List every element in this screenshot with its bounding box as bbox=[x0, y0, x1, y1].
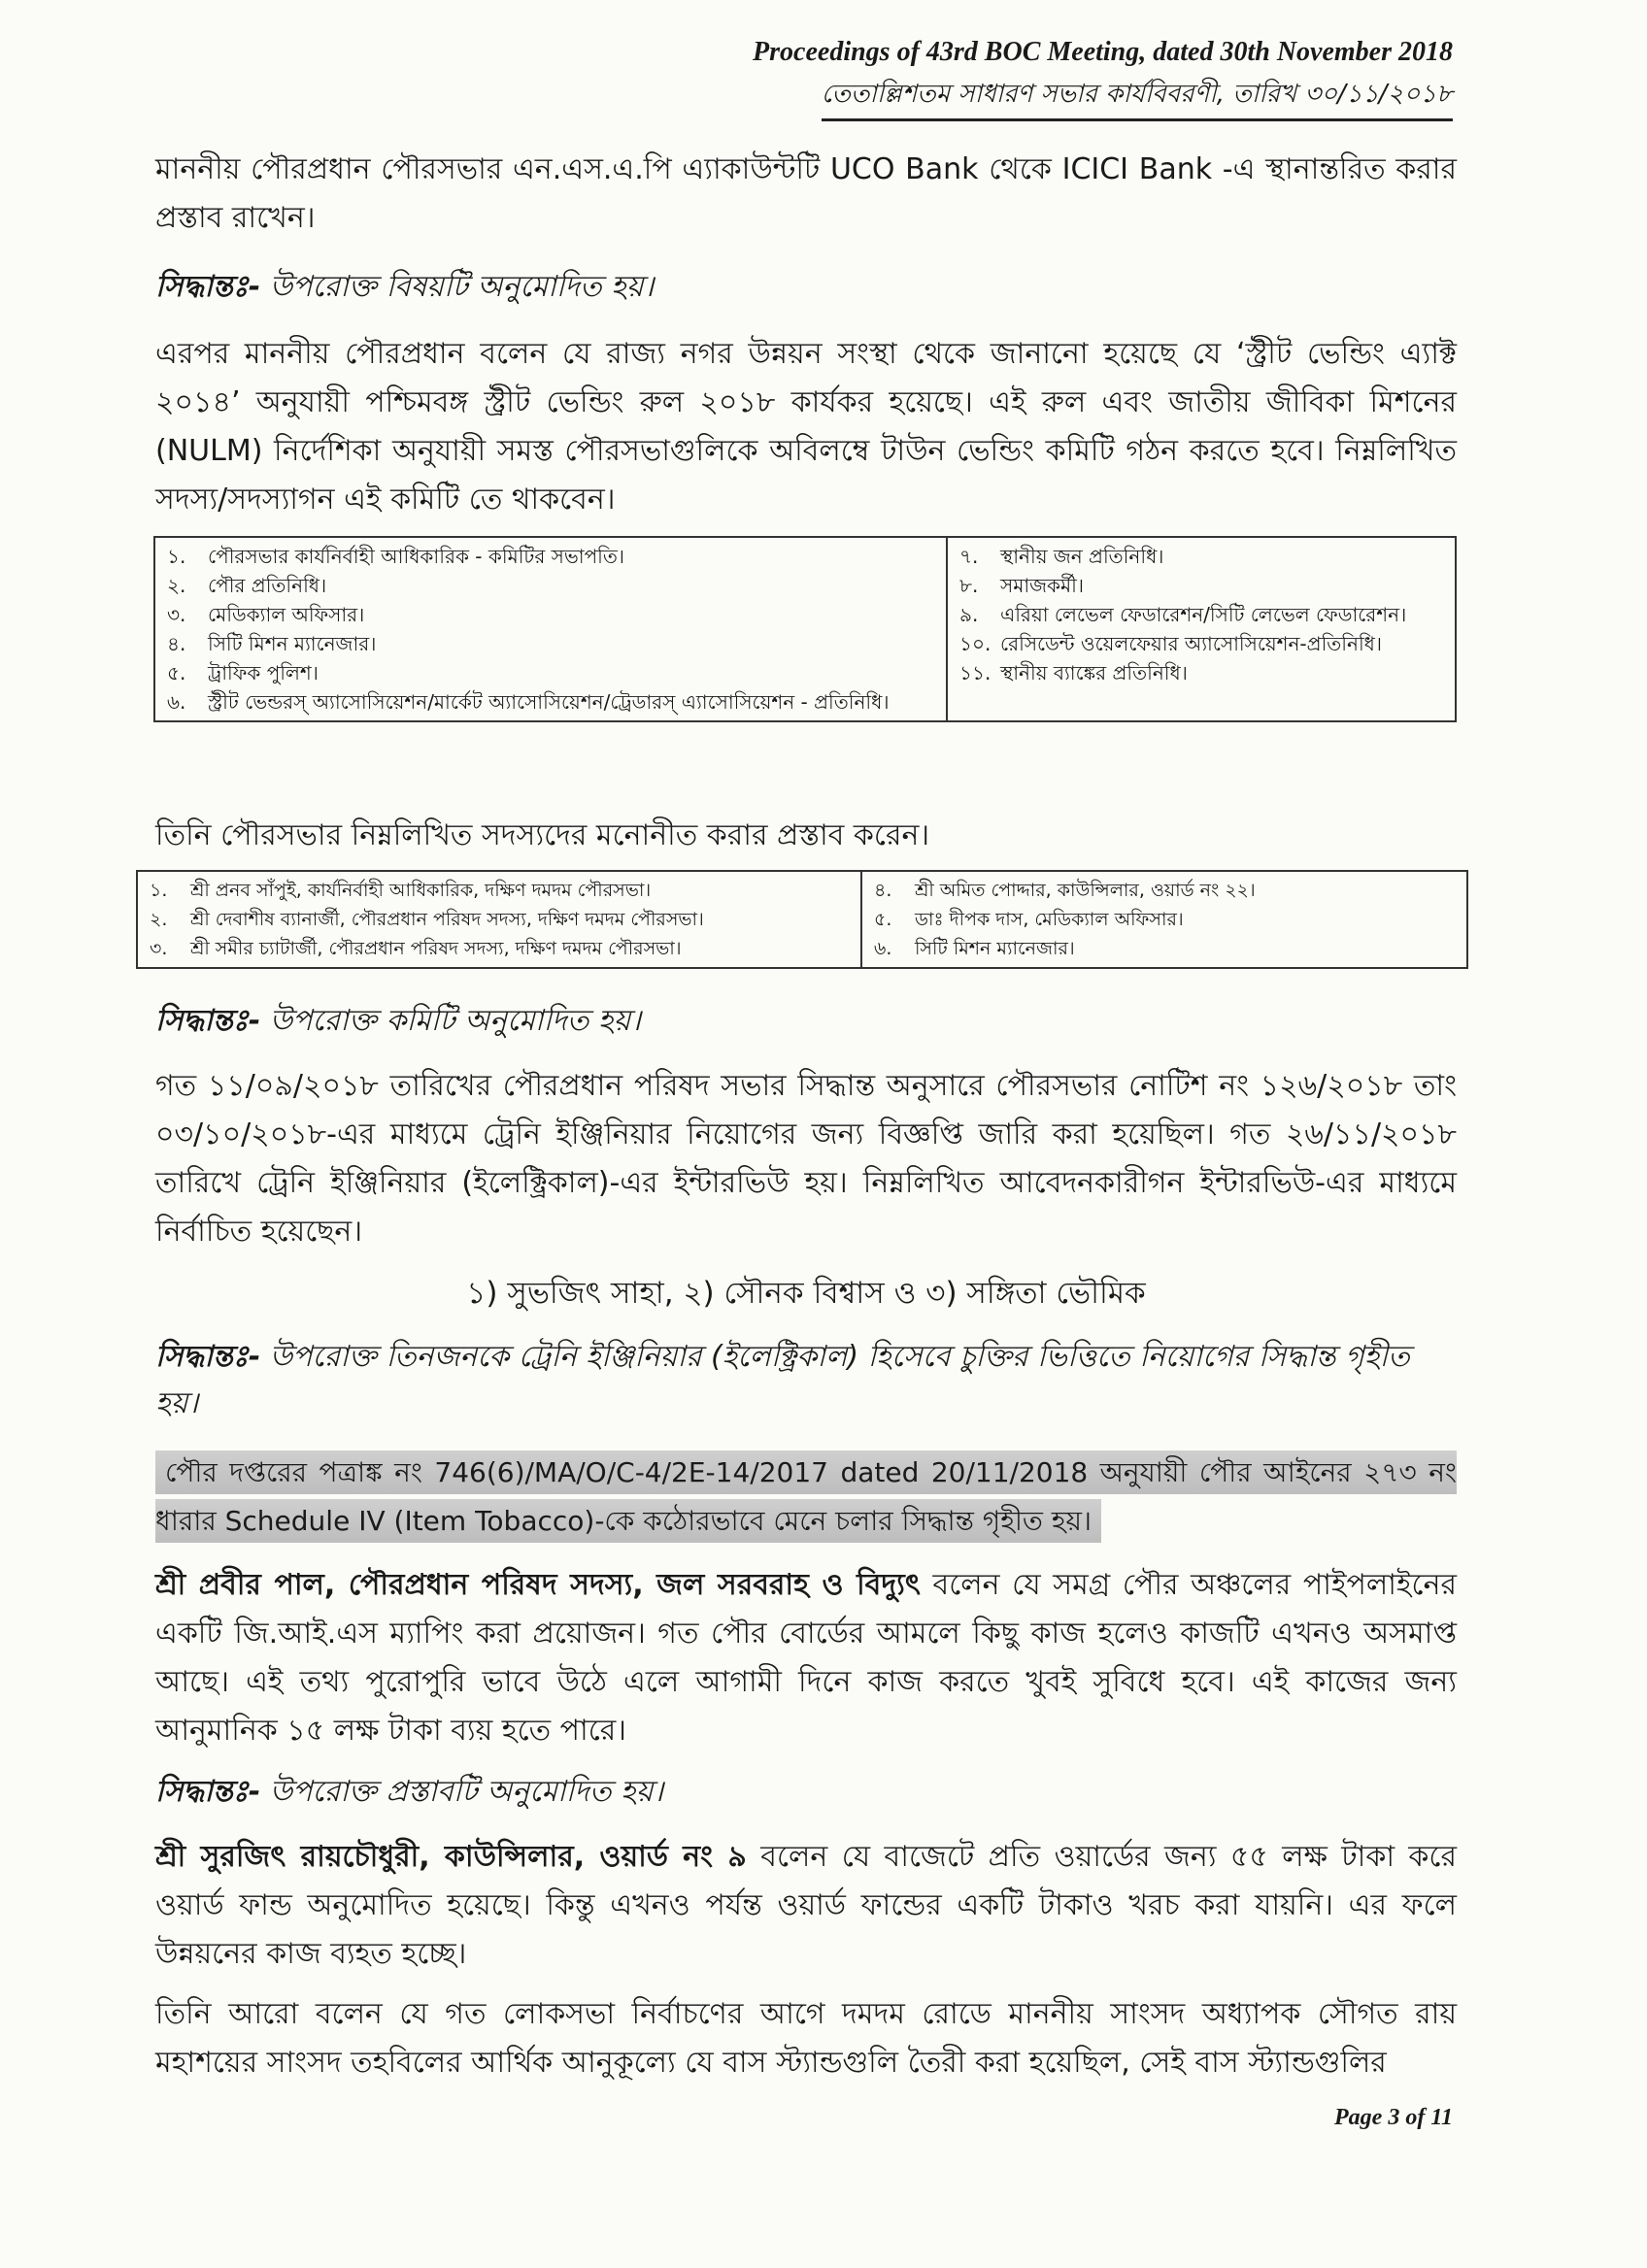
list-item: ৪. সিটি মিশন ম্যানেজার। bbox=[167, 632, 377, 655]
paragraph-gis-mapping bbox=[155, 1561, 1457, 1755]
list-item: ১. পৌরসভার কার্যনির্বাহী আধিকারিক - কমিটির সভাপতি। bbox=[167, 545, 625, 568]
paragraph-trainee-engineer: গত ১১/০৯/২০১৮ তারিখের পৌরপ্রধান পরিষদ সভার সিদ্ধান্ত অনুসারে পৌরসভার নোটিশ নং ১২৬/২০১৮ তাং ০৩/১০/২০১৮-এর মাধ্যমে ট্রেনি ইঞ্জিনিয়ার নিয়োগের জন্য বিজ্ঞপ্তি জারি করা হয়েছিল। গত ২৬/১১/২০১৮ তারিখে ট্রেনি ইঞ্জিনিয়ার (ইলেক্ট্রিকাল)-এর ইন্টারভিউ হয়। নিম্নলিখিত আবেদনকারীগন ইন্টারভিউ-এর মাধ্যমে নির্বাচিত হয়েছেন। bbox=[155, 1069, 1457, 1249]
decision-1 bbox=[155, 264, 1457, 311]
list-item: ১. শ্রী প্রনব সাঁপুই, কার্যনির্বাহী আধিকারিক, দক্ষিণ দমদম পৌরসভা। bbox=[150, 880, 652, 901]
header-english: Proceedings of 43rd BOC Meeting, dated 30th November 2018 bbox=[753, 37, 1453, 67]
paragraph-bus-stands: তিনি আরো বলেন যে গত লোকসভা নির্বাচণের আগে দমদম রোডে মাননীয় সাংসদ অধ্যাপক সৌগত রায় মহাশয়ের সাংসদ তহবিলের আর্থিক আনুকূল্যে যে বাস স্ট্যান্ডগুলি তৈরী করা হয়েছিল, সেই বাস স্ট্যান্ডগুলির bbox=[155, 1997, 1457, 2080]
nominee-right-column bbox=[861, 871, 1467, 968]
list-item: ১১. স্থানীয় ব্যাঙ্কের প্রতিনিধি। bbox=[959, 661, 1188, 684]
decision-text: উপরোক্ত প্রস্তাবটি অনুমোদিত হয়। bbox=[269, 1775, 664, 1809]
list-item: ৬. স্ট্রীট ভেন্ডরস্‌ অ্যাসোসিয়েশন/মার্কেট অ্যাসোসিয়েশন/ট্রেডারস্‌ এ্যাসোসিয়েশন - প্রতিনিধি। bbox=[167, 690, 890, 714]
header-bengali: তেতাল্লিশতম সাধারণ সভার কার্যবিবরণী, তারিখ ৩০/১১/২০১৮ bbox=[822, 74, 1453, 121]
committee-left-column bbox=[154, 537, 947, 721]
list-item: ৩. শ্রী সমীর চ্যাটার্জী, পৌরপ্রধান পরিষদ সদস্য, দক্ষিণ দমদম পৌরসভা। bbox=[150, 938, 682, 959]
decision-2 bbox=[155, 998, 1457, 1045]
list-item: ৫. ডাঃ দীপক দাস, মেডিক্যাল অফিসার। bbox=[874, 909, 1184, 930]
list-item: ১০. রেসিডেন্ট ওয়েলফেয়ার অ্যাসোসিয়েশন-প্রতিনিধি। bbox=[959, 632, 1383, 655]
paragraph-bank-transfer: মাননীয় পৌরপ্রধান পৌরসভার এন.এস.এ.পি এ্যাকাউন্টটি UCO Bank থেকে ICICI Bank -এ স্থানান্তরিত করার প্রস্তাব রাখেন। bbox=[155, 152, 1457, 235]
selected-candidates: ১) সুভজিৎ সাহা, ২) সৌনক বিশ্বাস ও ৩) সঙ্গিতা ভৌমিক bbox=[466, 1276, 1146, 1311]
paragraph-text: বলেন যে সমগ্র পৌর অঞ্চলের পাইপলাইনের একটি জি.আই.এস ম্যাপিং করা প্রয়োজন। গত পৌর বোর্ডের আমলে কিছু কাজ হলেও কাজটি এখনও অসমাপ্ত আছে। এই তথ্য পুরোপুরি ভাবে উঠে এলে আগামী দিনে কাজ করতে খুবই সুবিধে হবে। এই কাজের জন্য আনুমানিক ১৫ লক্ষ টাকা ব্যয় হতে পারে। bbox=[155, 1568, 1458, 1748]
speaker-name: শ্রী সুরজিৎ রায়চৌধুরী, কাউন্সিলার, ওয়ার্ড নং ৯ bbox=[155, 1840, 747, 1874]
list-item: ৪. শ্রী অমিত পোদ্দার, কাউন্সিলার, ওয়ার্ড নং ২২। bbox=[874, 880, 1256, 901]
list-item: ৩. মেডিক্যাল অফিসার। bbox=[167, 603, 365, 626]
decision-heading: সিদ্ধান্তঃ- bbox=[155, 1775, 261, 1809]
decision-4 bbox=[155, 1769, 1457, 1816]
paragraph-street-vending: এরপর মাননীয় পৌরপ্রধান বলেন যে রাজ্য নগর উন্নয়ন সংস্থা থেকে জানানো হয়েছে যে ‘স্ট্রীট ভেন্ডিং এ্যাক্ট ২০১৪’ অনুযায়ী পশ্চিমবঙ্গ স্ট্রীট ভেন্ডিং রুল ২০১৮ কার্যকর হয়েছে। এই রুল এবং জাতীয় জীবিকা মিশনের (NULM) নির্দেশিকা অনুযায়ী সমস্ত পৌরসভাগুলিকে অবিলম্বে টাউন ভেন্ডিং কমিটি গঠন করতে হবে। নিম্নলিখিত সদস্য/সদস্যাগন এই কমিটি তে থাকবেন। bbox=[155, 337, 1457, 517]
list-item: ৮. সমাজকর্মী। bbox=[959, 574, 1084, 597]
paragraph-text: বলেন যে বাজেটে প্রতি ওয়ার্ডের জন্য ৫৫ লক্ষ টাকা করে ওয়ার্ড ফান্ড অনুমোদিত হয়েছে। কিন্তু এখনও পর্যন্ত ওয়ার্ড ফান্ডের একটি টাকাও খরচ করা যায়নি। এর ফলে উন্নয়নের কাজ ব্যহত হচ্ছে। bbox=[155, 1840, 1457, 1971]
list-item: ২. পৌর প্রতিনিধি। bbox=[167, 574, 327, 597]
speaker-name: শ্রী প্রবীর পাল, পৌরপ্রধান পরিষদ সদস্য, জল সরবরাহ ও বিদ্যুৎ bbox=[155, 1568, 921, 1602]
decision-text: উপরোক্ত কমিটি অনুমোদিত হয়। bbox=[269, 1004, 641, 1038]
committee-members-table bbox=[153, 536, 1457, 722]
decision-text: উপরোক্ত বিষয়টি অনুমোদিত হয়। bbox=[269, 270, 655, 304]
decision-heading: সিদ্ধান্তঃ- bbox=[155, 270, 261, 304]
list-item: ২. শ্রী দেবাশীষ ব্যানার্জী, পৌরপ্রধান পরিষদ সদস্য, দক্ষিণ দমদম পৌরসভা। bbox=[150, 909, 704, 930]
highlighted-text: পৌর দপ্তরের পত্রাঙ্ক নং 746(6)/MA/O/C-4/2E-14/2017 dated 20/11/2018 অনুযায়ী পৌর আইনের ২৭৩ নং ধারার Schedule IV (Item Tobacco)-কে কঠোরভাবে মেনে চলার সিদ্ধান্ত গৃহীত হয়। bbox=[155, 1451, 1457, 1543]
decision-heading: সিদ্ধান্তঃ- bbox=[155, 1340, 261, 1374]
page-number: Page 3 of 11 bbox=[1334, 2105, 1453, 2130]
paragraph-ward-fund bbox=[155, 1833, 1457, 1979]
nominated-members-table bbox=[136, 870, 1468, 969]
paragraph-nominate: তিনি পৌরসভার নিম্নলিখিত সদস্যদের মনোনীত করার প্রস্তাব করেন। bbox=[155, 818, 930, 852]
nominee-left-column bbox=[137, 871, 861, 968]
list-item: ৫. ট্রাফিক পুলিশ। bbox=[167, 661, 319, 684]
list-item: ৬. সিটি মিশন ম্যানেজার। bbox=[874, 938, 1075, 959]
committee-right-column bbox=[947, 537, 1456, 721]
paragraph-tobacco-highlight bbox=[155, 1449, 1457, 1546]
decision-text: উপরোক্ত তিনজনকে ট্রেনি ইঞ্জিনিয়ার (ইলেক্ট্রিকাল) হিসেবে চুক্তির ভিত্তিতে নিয়োগের সিদ্ধান্ত গৃহীত হয়। bbox=[155, 1340, 1410, 1420]
list-item: ৭. স্থানীয় জন প্রতিনিধি। bbox=[959, 545, 1164, 568]
decision-heading: সিদ্ধান্তঃ- bbox=[155, 1004, 261, 1038]
list-item: ৯. এরিয়া লেভেল ফেডারেশন/সিটি লেভেল ফেডারেশন। bbox=[959, 603, 1407, 626]
decision-3 bbox=[155, 1334, 1457, 1427]
